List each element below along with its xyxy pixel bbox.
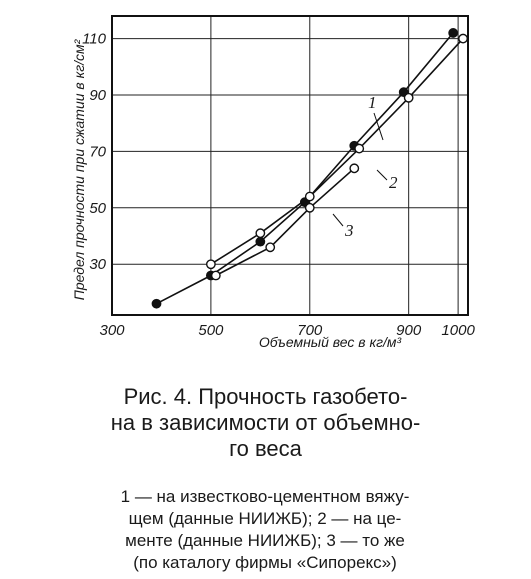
y-tick-label-50: 50 — [89, 199, 106, 217]
caption-line-3: го веса — [229, 436, 302, 461]
figure-caption — [30, 384, 501, 462]
series-1-point-6 — [449, 29, 457, 37]
series-3-line — [216, 168, 354, 275]
series-leader-2 — [377, 170, 387, 180]
series-2-point-5 — [459, 34, 467, 42]
x-tick-label-700: 700 — [297, 322, 323, 339]
x-tick-label-1000: 1000 — [441, 322, 475, 339]
series-3-point-2 — [306, 204, 314, 212]
y-tick-label-90: 90 — [89, 86, 106, 104]
series-3-point-3 — [350, 164, 358, 172]
figure-legend — [40, 486, 490, 574]
y-tick-label-110: 110 — [82, 30, 106, 48]
series-3-point-1 — [266, 243, 274, 251]
caption-line-2: на в зависимости от объемно- — [110, 410, 421, 435]
x-tick-label-500: 500 — [198, 322, 224, 339]
y-axis-label: Предел прочности при сжатии в кг/см² — [71, 39, 87, 301]
series-2-point-4 — [404, 94, 412, 102]
series-1-point-2 — [256, 237, 264, 245]
legend-line-3: менте (данные НИИЖБ); 3 — то же — [125, 531, 405, 550]
series-label-2: 2 — [389, 173, 398, 192]
legend-line-1: 1 — на известково-цементном вяжу- — [120, 487, 410, 506]
series-label-1: 1 — [368, 93, 377, 112]
legend-line-2: щем (данные НИИЖБ); 2 — на це- — [128, 509, 402, 528]
series-2-point-1 — [256, 229, 264, 237]
series-1-point-0 — [152, 300, 160, 308]
y-tick-label-70: 70 — [89, 143, 106, 161]
plot-frame — [112, 16, 468, 315]
series-2-point-3 — [355, 144, 363, 152]
legend-line-4: (по каталогу фирмы «Сипорекс») — [133, 553, 397, 572]
caption-line-1: Рис. 4. Прочность газобето- — [123, 384, 408, 409]
x-tick-label-900: 900 — [396, 322, 422, 339]
series-2-point-0 — [207, 260, 215, 268]
series-2-point-2 — [306, 192, 314, 200]
x-tick-label-300: 300 — [99, 322, 125, 339]
series-label-3: 3 — [345, 221, 354, 240]
y-tick-label-30: 30 — [89, 256, 106, 274]
x-axis-label: Объемный вес в кг/м³ — [258, 334, 402, 350]
series-leader-3 — [333, 214, 343, 226]
grid-lines — [112, 16, 468, 315]
series-3-point-0 — [212, 271, 220, 279]
